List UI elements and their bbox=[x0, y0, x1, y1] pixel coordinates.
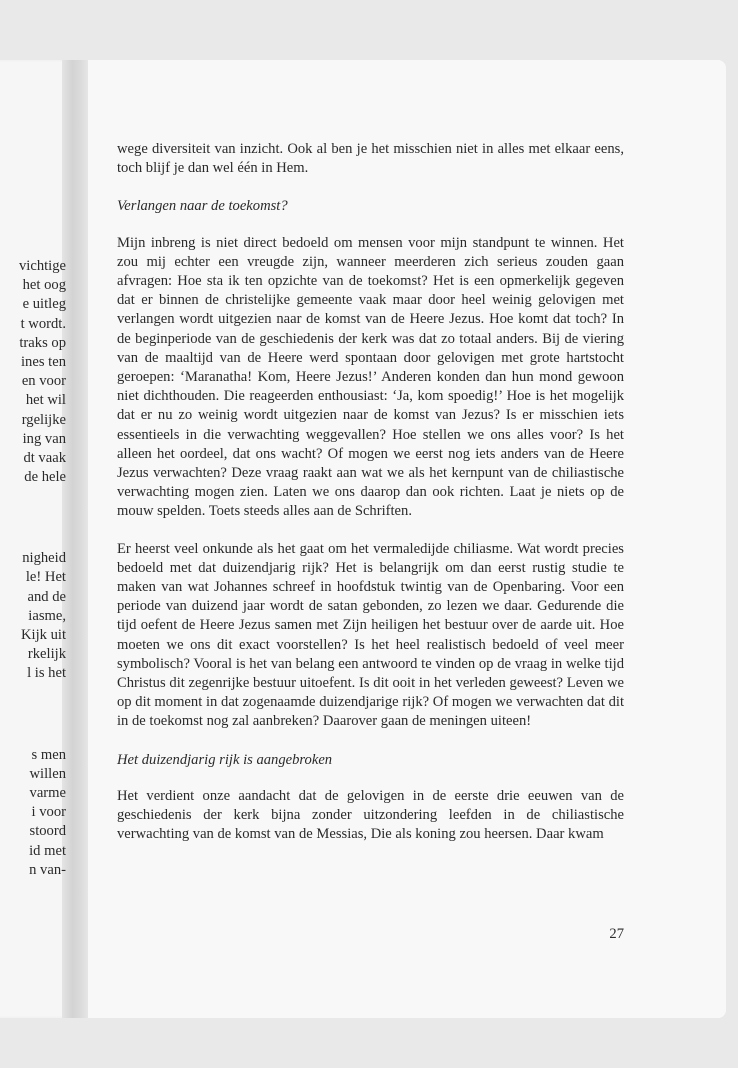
left-line: Kijk uit bbox=[21, 627, 66, 643]
left-line: en voor bbox=[21, 373, 66, 390]
left-line: and de bbox=[27, 588, 66, 605]
left-line: i voor bbox=[31, 804, 66, 821]
left-line: rkelijk bbox=[27, 646, 66, 663]
paragraph-intro: wege diversiteit van inzicht. Ook al ben je het misschien niet in alles met elkaar eens, toch blijf je dan wel één in Hem. bbox=[117, 141, 624, 177]
left-line: le! Het bbox=[25, 569, 66, 586]
left-line: l is het bbox=[27, 665, 66, 682]
left-gap bbox=[0, 684, 66, 746]
section-heading-duizendjarig: Het duizendjarig rijk is aangebroken bbox=[117, 751, 333, 768]
left-line: het oog bbox=[22, 277, 66, 294]
left-line: ines ten bbox=[21, 353, 66, 370]
left-line: iasme, bbox=[28, 607, 66, 624]
previous-page-text bbox=[0, 257, 66, 880]
left-gap bbox=[0, 487, 66, 549]
section-heading-verlangen: Verlangen naar de toekomst? bbox=[117, 198, 288, 215]
left-line: traks op bbox=[19, 334, 66, 351]
left-line: rgelijke bbox=[21, 411, 66, 428]
left-line: dt vaak bbox=[23, 449, 66, 466]
left-line: id met bbox=[29, 842, 66, 859]
left-line: stoord bbox=[29, 823, 66, 840]
left-line: nigheid bbox=[22, 550, 66, 567]
left-line: n van- bbox=[29, 861, 66, 878]
paragraph-onkunde: Er heerst veel onkunde als het gaat om het vermaledijde chiliasme. Wat wordt precies bedoeld met dat duizendjarig rijk? Het is belangrijk om dan eerst rustig studie te maken van wat Johannes schreef in hoofdstuk twintig van de Openbaring. Voor een periode van duizend jaar wordt de satan gebonden, zo lezen we daar. Gedurende die tijd oefent de Heere Jezus samen met Zijn heiligen het bestuur over de aarde uit. Hoe moeten we ons dit exact voorstellen? Is het heel realistisch bedoeld of veel meer symbolisch? Vooral is het van belang een antwoord te vinden op de vraag in welke tijd Christus dit zegenrijke bestuur uitoefent. Is dit ooit in het verleden geweest? Leven we op dit moment in dat zogenaamde duizendjarige rijk? Of mogen we verwachten dat dit in de toekomst nog zal aanbreken? Daarover gaan de meningen uiteen! bbox=[117, 540, 624, 730]
left-line: s men bbox=[31, 746, 66, 763]
left-line: e uitleg bbox=[22, 296, 66, 313]
left-line: het wil bbox=[25, 392, 66, 409]
page-number: 27 bbox=[609, 926, 624, 942]
left-line: varme bbox=[29, 784, 66, 801]
left-line: vichtige bbox=[18, 258, 66, 274]
left-line: willen bbox=[29, 765, 66, 782]
paragraph-gelovigen: Het verdient onze aandacht dat de gelovigen in de eerste drie eeuwen van de geschiedenis der kerk bijna zonder uitzondering leefden in de chiliastische verwachting van de komst van de Messias, Die als koning zou heersen. Daar kwam bbox=[117, 787, 624, 843]
page-content bbox=[117, 140, 624, 845]
left-line: de hele bbox=[24, 469, 66, 486]
left-line: t wordt. bbox=[20, 315, 66, 332]
left-line: ing van bbox=[22, 430, 66, 447]
paragraph-inbreng: Mijn inbreng is niet direct bedoeld om mensen voor mijn standpunt te winnen. Het zou mij echter een vreugde zijn, wanneer meerderen zich serieus zouden gaan afvragen: Hoe sta ik ten opzichte van de toekomst? Het is een opmerkelijk gegeven dat er binnen de christelijke gemeente vaak maar door heel weinig gelovigen met verlangen wordt uitgezien naar de komst van de Heere Jezus. Hoe komt dat toch? In de beginperiode van de geschiedenis der kerk was dat zo totaal anders. Bij de viering van de maaltijd van de Heere werd spontaan door gelovigen met grote hartstocht geroepen: ‘Maranatha! Kom, Heere Jezus!’ Anderen konden dan hun mond gewoon niet dichthouden. Die reageerden enthousiast: ‘Ja, kom spoedig!’ Hoe is het mogelijk dat er nu zo weinig wordt uitgezien naar de komst van Jezus? Is er misschien iets essentieels in die verwachting weggevallen? Hoe stellen we ons alles voor? Is het alleen het oordeel, dat ons wacht? Of mogen we eerst nog iets anders van de Heere Jezus verwachten? Deze vraag raakt aan wat we als het kernpunt van de chiliastische verwachting mogen zien. Laten we ons daarop dan ook richten. Laat je niets op de mouw spelden. Toets steeds alles aan de Schriften. bbox=[117, 234, 624, 520]
